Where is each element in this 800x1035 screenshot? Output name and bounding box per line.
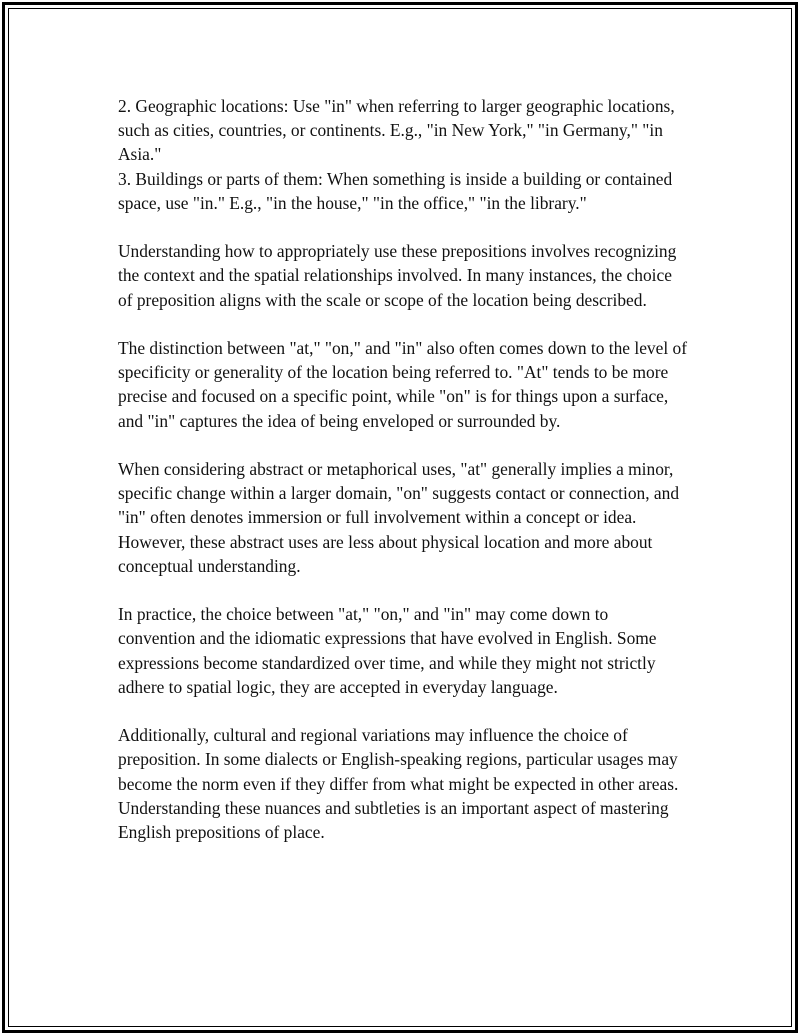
paragraph-abstract-uses: When considering abstract or metaphorical uses, "at" generally implies a minor, specific change within a larger domain, "on" suggests contact or connection, and "in" often denotes immersion or full involvement within a concept or idea. However, these abstract uses are less about physical location and more about conceptual understanding. — [118, 459, 680, 576]
paragraph-understanding: Understanding how to appropriately use these prepositions involves recognizing the context and the spatial relationships involved. In many instances, the choice of preposition aligns with the scale or scope of the location being described. — [118, 241, 677, 310]
paragraph-distinction: The distinction between "at," "on," and "in" also often comes down to the level of specificity or generality of the location being referred to. "At" tends to be more precise and focused on a specific point, while "on" is for things upon a surface, and "in" captures the idea of being enveloped or surrounded by. — [118, 338, 688, 431]
paragraph-gap — [118, 699, 688, 723]
paragraph-regional-variations: Additionally, cultural and regional variations may influence the choice of preposition. In some dialects or English-speaking regions, particular usages may become the norm even if they differ from what might be expected in other areas. Understanding these nuances and subtleties is an important aspect of mastering English prepositions of place. — [118, 725, 679, 843]
paragraph-gap — [118, 578, 688, 602]
paragraph-in-practice: In practice, the choice between "at," "on," and "in" may come down to convention and the idiomatic expressions that have evolved in English. Some expressions become standardized over time, and while they might not strictly adhere to spatial logic, they are accepted in everyday language. — [118, 604, 657, 697]
paragraph-gap — [118, 312, 688, 336]
document-body — [118, 94, 688, 844]
paragraph-gap — [118, 215, 688, 239]
paragraph-gap — [118, 433, 688, 457]
list-item-geographic-locations: 2. Geographic locations: Use "in" when referring to larger geographic locations, such as cities, countries, or continents. E.g., "in New York," "in Germany," "in Asia." — [118, 96, 675, 165]
list-item-buildings: 3. Buildings or parts of them: When something is inside a building or contained space, use "in." E.g., "in the house," "in the office," "in the library." — [118, 168, 673, 213]
